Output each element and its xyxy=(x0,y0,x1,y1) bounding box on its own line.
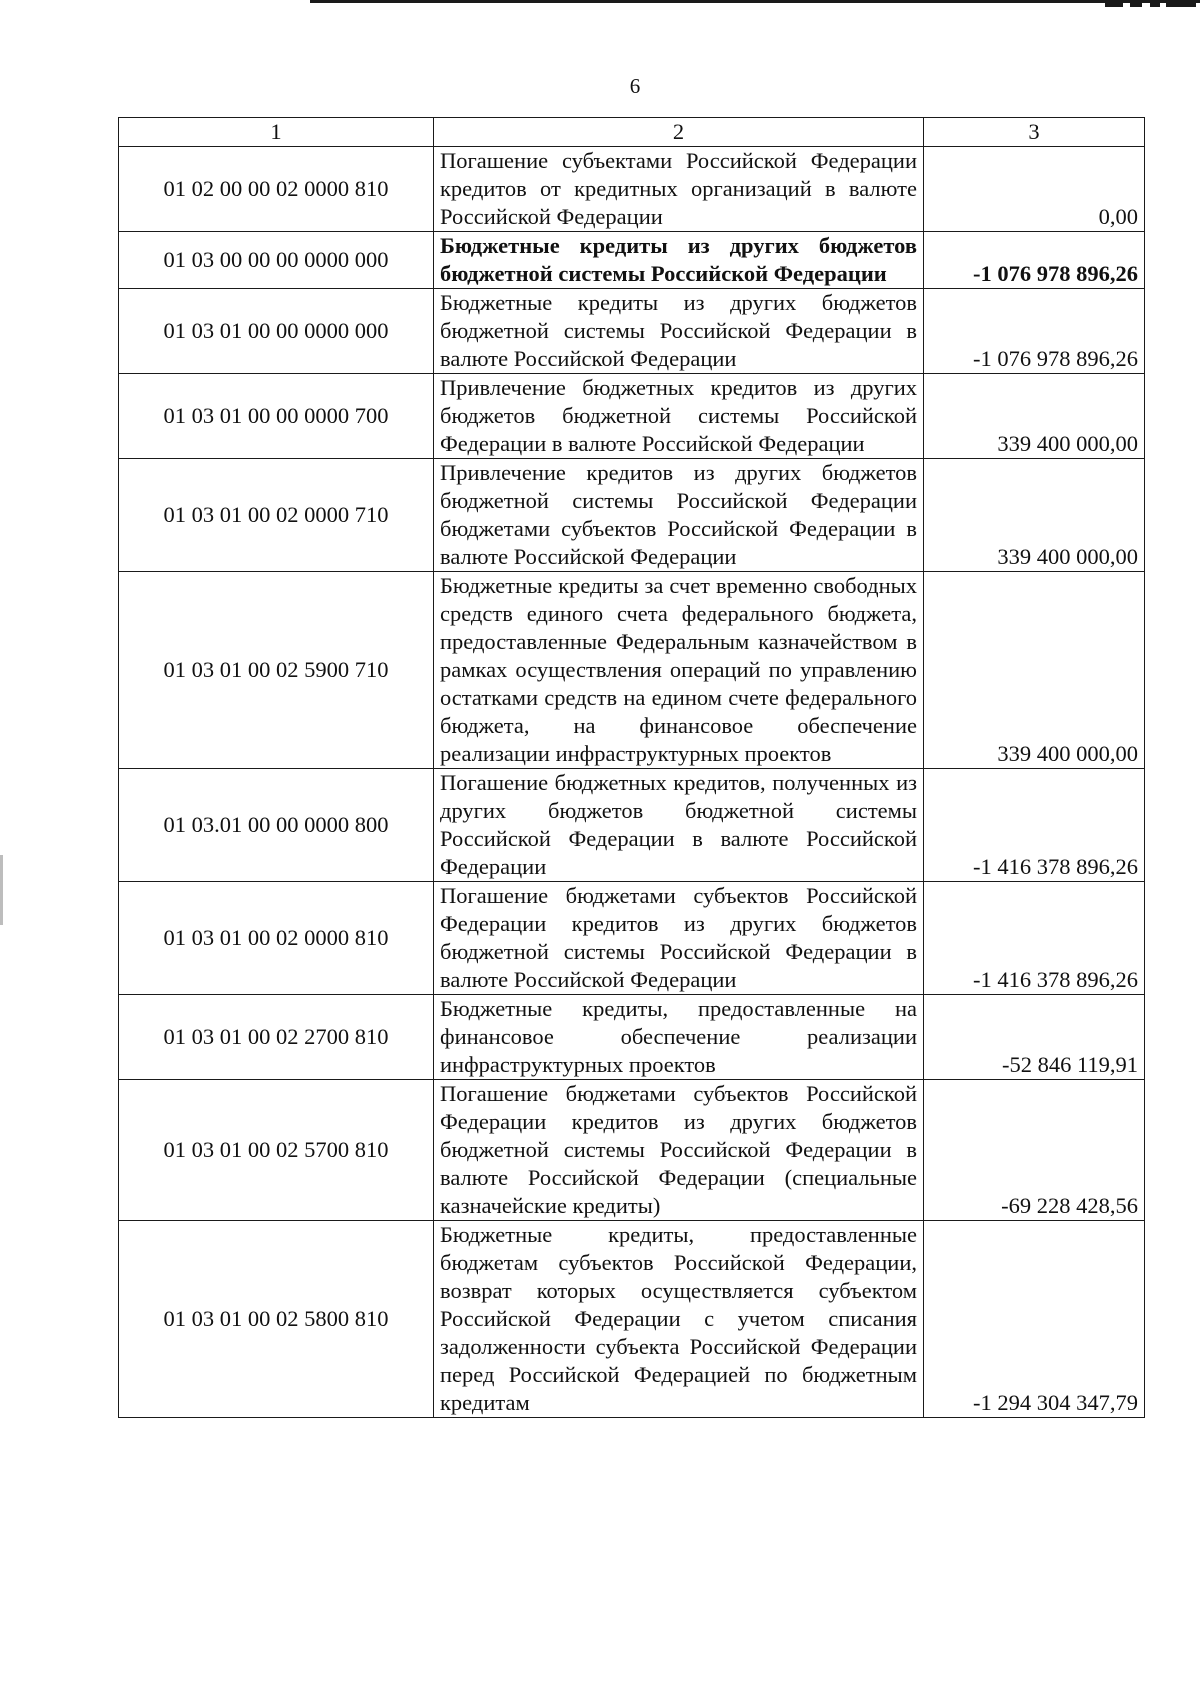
row-name: Бюджетные кредиты из других бюджетов бюджетной системы Российской Федерации xyxy=(434,232,924,289)
row-name: Бюджетные кредиты, предоставленные на финансовое обеспечение реализации инфраструктурных проектов xyxy=(434,995,924,1080)
row-code: 01 03 01 00 02 5900 710 xyxy=(119,572,434,769)
row-code: 01 03 01 00 00 0000 000 xyxy=(119,289,434,374)
header-cell-name: 2 xyxy=(434,118,924,147)
row-sum: -1 416 378 896,26 xyxy=(924,882,1145,995)
row-sum: -1 076 978 896,26 xyxy=(924,232,1145,289)
row-code: 01 02 00 00 02 0000 810 xyxy=(119,147,434,232)
row-sum: -69 228 428,56 xyxy=(924,1080,1145,1221)
row-code: 01 03 01 00 02 5700 810 xyxy=(119,1080,434,1221)
scan-marks xyxy=(1050,0,1200,8)
row-sum: -1 076 978 896,26 xyxy=(924,289,1145,374)
row-code: 01 03 01 00 02 2700 810 xyxy=(119,995,434,1080)
row-sum: 339 400 000,00 xyxy=(924,374,1145,459)
table-row xyxy=(119,374,1145,459)
scan-border-left xyxy=(0,855,3,925)
row-name: Погашение бюджетных кредитов, полученных из других бюджетов бюджетной системы Российской Федерации в валюте Российской Федерации xyxy=(434,769,924,882)
row-code: 01 03 01 00 00 0000 700 xyxy=(119,374,434,459)
row-name: Бюджетные кредиты из других бюджетов бюджетной системы Российской Федерации в валюте Российской Федерации xyxy=(434,289,924,374)
row-sum: 339 400 000,00 xyxy=(924,572,1145,769)
table-row xyxy=(119,769,1145,882)
table-row xyxy=(119,572,1145,769)
row-name: Привлечение кредитов из других бюджетов бюджетной системы Российской Федерации бюджетами субъектов Российской Федерации в валюте Российской Федерации xyxy=(434,459,924,572)
table-row xyxy=(119,995,1145,1080)
row-sum: 339 400 000,00 xyxy=(924,459,1145,572)
table-header-row xyxy=(119,118,1145,147)
header-cell-code: 1 xyxy=(119,118,434,147)
row-sum: -52 846 119,91 xyxy=(924,995,1145,1080)
row-name: Привлечение бюджетных кредитов из других бюджетов бюджетной системы Российской Федерации в валюте Российской Федерации xyxy=(434,374,924,459)
row-sum: -1 294 304 347,79 xyxy=(924,1221,1145,1418)
row-name: Погашение субъектами Российской Федерации кредитов от кредитных организаций в валюте Российской Федерации xyxy=(434,147,924,232)
page-number: 6 xyxy=(629,74,641,98)
header-cell-sum: 3 xyxy=(924,118,1145,147)
row-name: Погашение бюджетами субъектов Российской Федерации кредитов из других бюджетов бюджетной системы Российской Федерации в валюте Российской Федерации xyxy=(434,882,924,995)
row-code: 01 03 00 00 00 0000 000 xyxy=(119,232,434,289)
table-row xyxy=(119,232,1145,289)
table-row xyxy=(119,459,1145,572)
table-row xyxy=(119,1221,1145,1418)
budget-table xyxy=(118,117,1145,1418)
row-code: 01 03 01 00 02 0000 810 xyxy=(119,882,434,995)
row-sum: 0,00 xyxy=(924,147,1145,232)
row-name: Погашение бюджетами субъектов Российской Федерации кредитов из других бюджетов бюджетной системы Российской Федерации в валюте Российской Федерации (специальные казначейские кредиты) xyxy=(434,1080,924,1221)
row-code: 01 03 01 00 02 5800 810 xyxy=(119,1221,434,1418)
row-sum: -1 416 378 896,26 xyxy=(924,769,1145,882)
table-row xyxy=(119,882,1145,995)
row-code: 01 03 01 00 02 0000 710 xyxy=(119,459,434,572)
row-code: 01 03.01 00 00 0000 800 xyxy=(119,769,434,882)
table-row xyxy=(119,147,1145,232)
table-row xyxy=(119,1080,1145,1221)
table-row xyxy=(119,289,1145,374)
row-name: Бюджетные кредиты, предоставленные бюджетам субъектов Российской Федерации, возврат которых осуществляется субъектом Российской Федерации с учетом списания задолженности субъекта Российской Федерации перед Российской Федерацией по бюджетным кредитам xyxy=(434,1221,924,1418)
row-name: Бюджетные кредиты за счет временно свободных средств единого счета федерального бюджета, предоставленные Федеральным казначейством в рамках осуществления операций по управлению остатками средств на едином счете федерального бюджета, на финансовое обеспечение реализации инфраструктурных проектов xyxy=(434,572,924,769)
